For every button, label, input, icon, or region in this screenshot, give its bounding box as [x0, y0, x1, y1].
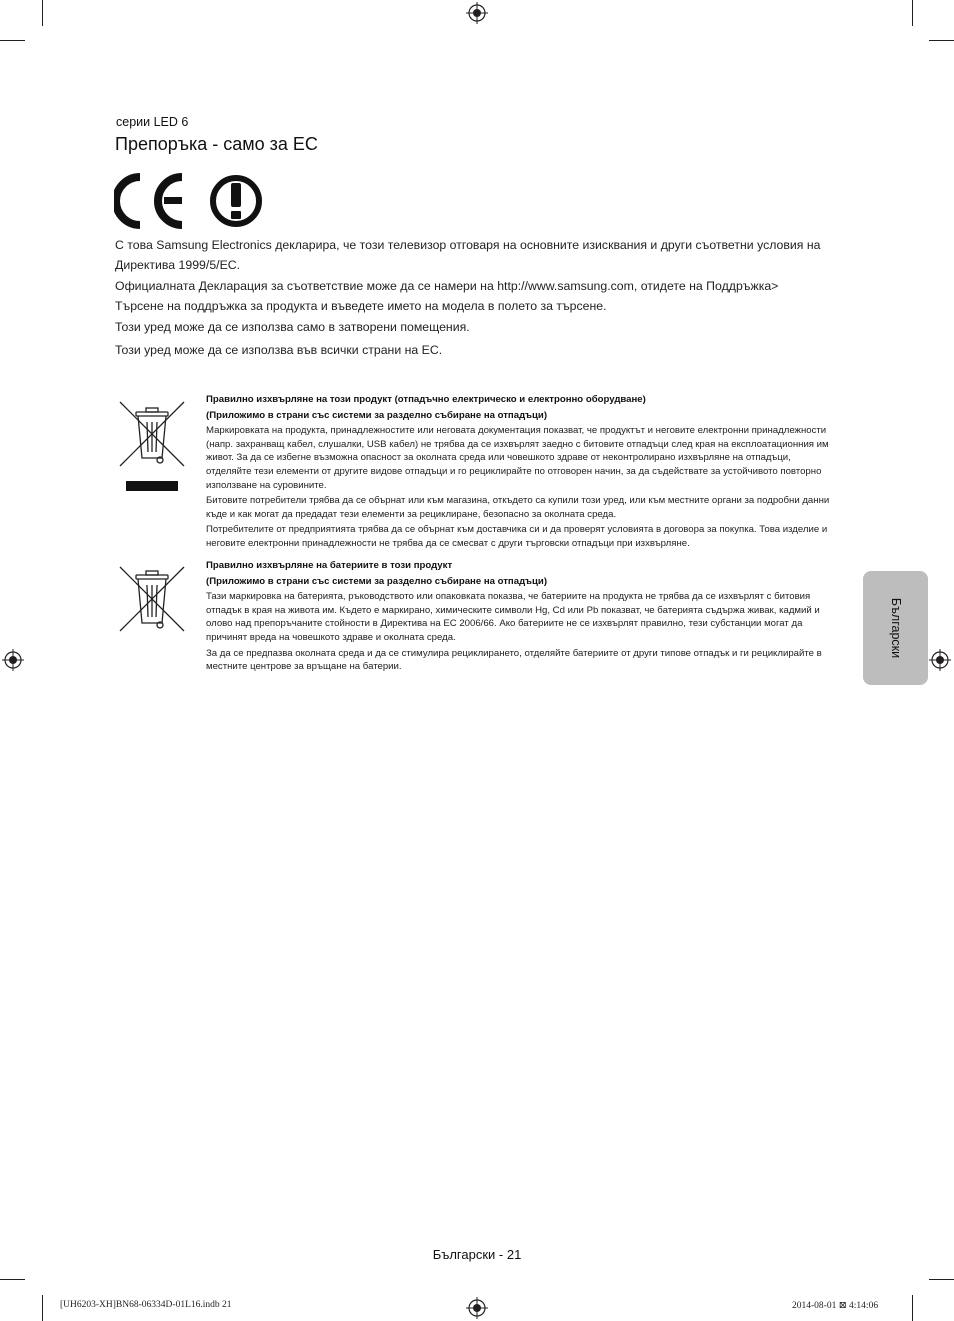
indoor-use-paragraph: Този уред може да се използва само в затворени помещения. [115, 320, 470, 334]
eu-use-paragraph: Този уред може да се използва във всички страни на ЕС. [115, 343, 443, 357]
crop-mark [0, 1279, 25, 1280]
registration-mark-icon [2, 649, 24, 671]
battery-paragraph: Тази маркировка на батерията, ръководството или опаковката показва, че батериите на продукта не трябва да се изхвърлят с битовия отпадък в края на живота им. Където е маркирано, химическите символи Hg, Cd или Pb показват, че батерията съдържа живак, кадмий и олово над препоръчаните стойности в Директива на ЕС 2006/66. Ако батериите не се изхвърлят правилно, тези субстанции могат да причинят вреда на човешкото здраве и околната среда. [206, 591, 820, 643]
crop-mark [912, 1295, 913, 1321]
crop-mark [42, 0, 43, 26]
crossed-battery-bin-icon [118, 565, 186, 635]
battery-disposal-section [206, 559, 831, 676]
battery-subheading: (Приложимо в страни със системи за разделно събиране на отпадъци) [206, 575, 548, 587]
language-tab-label: Български [888, 597, 903, 659]
crop-mark [912, 0, 913, 26]
declaration-url-paragraph: Официалната Декларация за съответствие може да се намери на http://www.samsung.com, отидете на Поддръжка> Търсене на поддръжка за продукта и въведете името на модела в полето за търсене. [115, 279, 779, 313]
registration-mark-icon [466, 2, 488, 24]
registration-mark-icon [466, 1297, 488, 1319]
weee-subheading: (Приложимо в страни със системи за разделно събиране на отпадъци) [206, 409, 548, 421]
battery-paragraph: За да се предпазва околната среда и да се стимулира рециклирането, отделяйте батериите от други типове отпадък и ги рециклирайте в местните центрове за връщане на батерии. [206, 647, 822, 673]
page-title: Препоръка - само за ЕС [115, 134, 318, 154]
weee-paragraph: Маркировката на продукта, принадлежностите или неговата документация показват, че продуктът и неговите електронни принадлежности (напр. захранващ кабел, слушалки, USB кабел) не трябва да се изхвърлят заедно с битовите отпадъци след края на експлоатационния им живот. За да се избегне възможна опасност за околната среда или човешкото здраве от неконтролирано изхвърляне на отпадъци, отделяйте тези елементи от другите видове отпадъци и го рециклирайте по отговорен начин, за да съдействате за устойчивото повторно използване на суровините. [206, 425, 829, 491]
declaration-paragraph: С това Samsung Electronics декларира, че този телевизор отговаря на основните изисквания и други съответни условия на Директива 1999/5/EC. [115, 238, 821, 272]
weee-paragraph: Битовите потребители трябва да се обърнат или към магазина, откъдето са купили този уред, или към местните органи за подробни данни къде и как могат да предадат тези елементи за рециклиране, безопасно за околната среда. [206, 495, 830, 520]
print-slug-timestamp: 2014-08-01 ⊠ 4:14:06 [792, 1301, 879, 1311]
weee-heading: Правилно изхвърляне на този продукт (отпадъчно електрическо и електронно оборудване) [206, 394, 646, 405]
weee-disposal-section [206, 393, 831, 553]
exclamation-circle-icon [213, 178, 259, 224]
weee-paragraph: Потребителите от предприятията трябва да се обърнат към доставчика си и да проверят условията в договора за покупка. Това изделие и неговите електронни принадлежности не трябва да се смесват с други търговски отпадъци при изхвърляне. [206, 524, 828, 549]
battery-heading: Правилно изхвърляне на батериите в този продукт [206, 560, 453, 571]
crop-mark [42, 1295, 43, 1321]
crop-mark [0, 40, 25, 41]
page-number: Български - 21 [432, 1247, 522, 1262]
print-slug-filename: [UH6203-XH]BN68-06334D-01L16.indb 21 [60, 1300, 232, 1310]
language-side-tab [863, 571, 928, 685]
series-label: серии LED 6 [116, 115, 189, 129]
crop-mark [929, 1279, 954, 1280]
ce-mark-icon [116, 177, 182, 225]
crossed-bin-icon [118, 400, 186, 494]
registration-mark-icon [929, 649, 951, 671]
compliance-logos [114, 173, 274, 229]
crop-mark [929, 40, 954, 41]
